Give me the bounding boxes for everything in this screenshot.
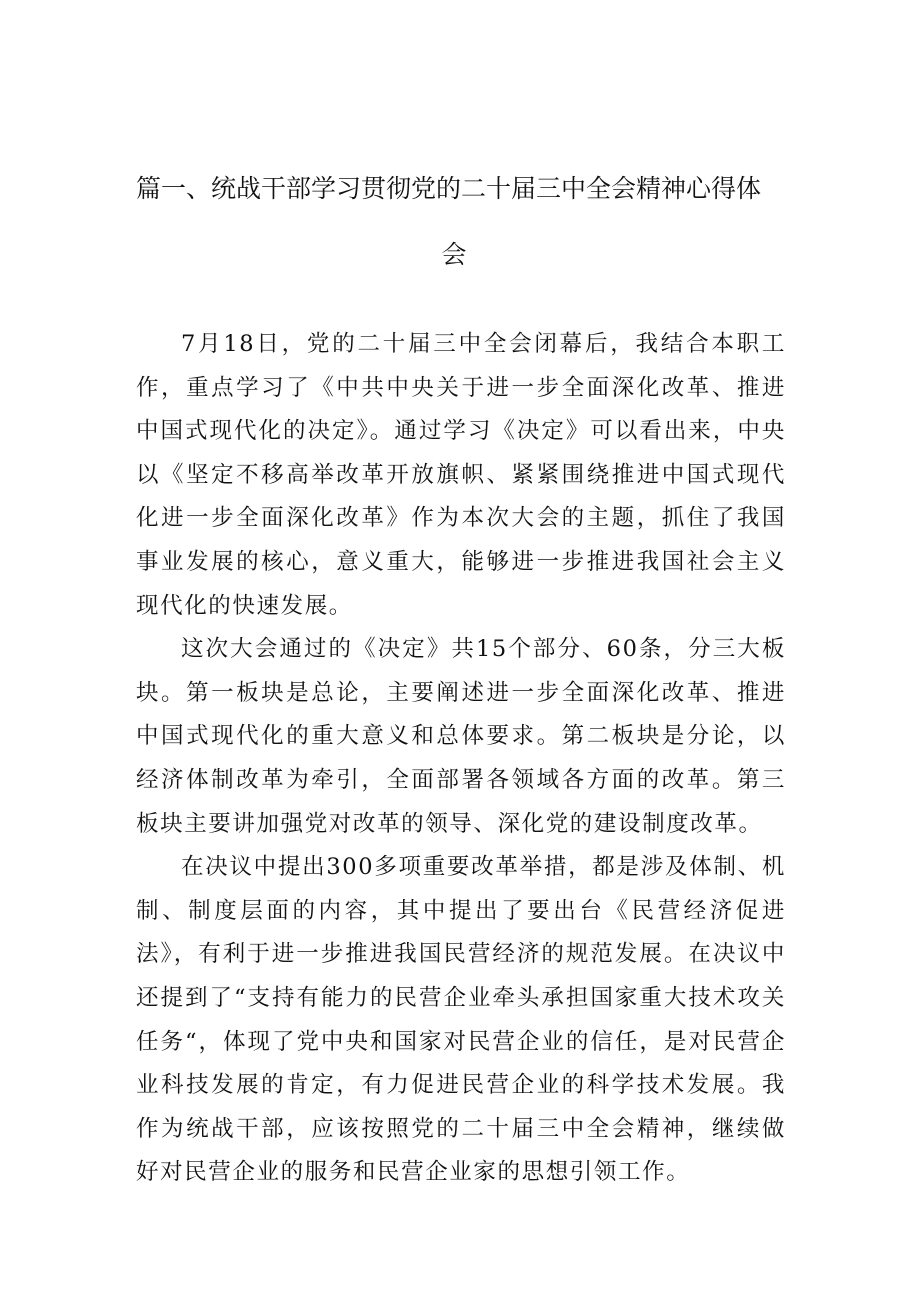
paragraph-3: 在决议中提出300多项重要改革举措，都是涉及体制、机制、制度层面的内容，其中提出了要出台《民营经济促进法》，有利于进一步推进我国民营经济的规范发展。在决议中还提到了“支持有能力的民营企业牵头承担国家重大技术攻关任务“，体现了党中央和国家对民营企业的信任，是对民营企业科技发展的肯定，有力促进民营企业的科学技术发展。我作为统战干部，应该按照党的二十届三中全会精神，继续做好对民营企业的服务和民营企业家的思想引领工作。 bbox=[136, 854, 786, 1186]
document-body bbox=[136, 323, 786, 1195]
title-line-2: 会 bbox=[441, 240, 467, 269]
paragraph-2: 这次大会通过的《决定》共15个部分、60条，分三大板块。第一板块是总论，主要阐述进一步全面深化改革、推进中国式现代化的重大意义和总体要求。第二板块是分论，以经济体制改革为牵引，全面部署各领域各方面的改革。第三板块主要讲加强党对改革的领导、深化党的建设制度改革。 bbox=[136, 636, 786, 837]
paragraph-1: 7月18日，党的二十届三中全会闭幕后，我结合本职工作，重点学习了《中共中央关于进一步全面深化改革、推进中国式现代化的决定》。通过学习《决定》可以看出来，中央以《坚定不移高举改革开放旗帜、紧紧围绕推进中国式现代化进一步全面深化改革》作为本次大会的主题，抓住了我国事业发展的核心，意义重大，能够进一步推进我国社会主义现代化的快速发展。 bbox=[136, 331, 786, 619]
title-line-1: 篇一、统战干部学习贯彻党的二十届三中全会精神心得体 bbox=[136, 174, 762, 203]
document-title bbox=[136, 156, 786, 288]
